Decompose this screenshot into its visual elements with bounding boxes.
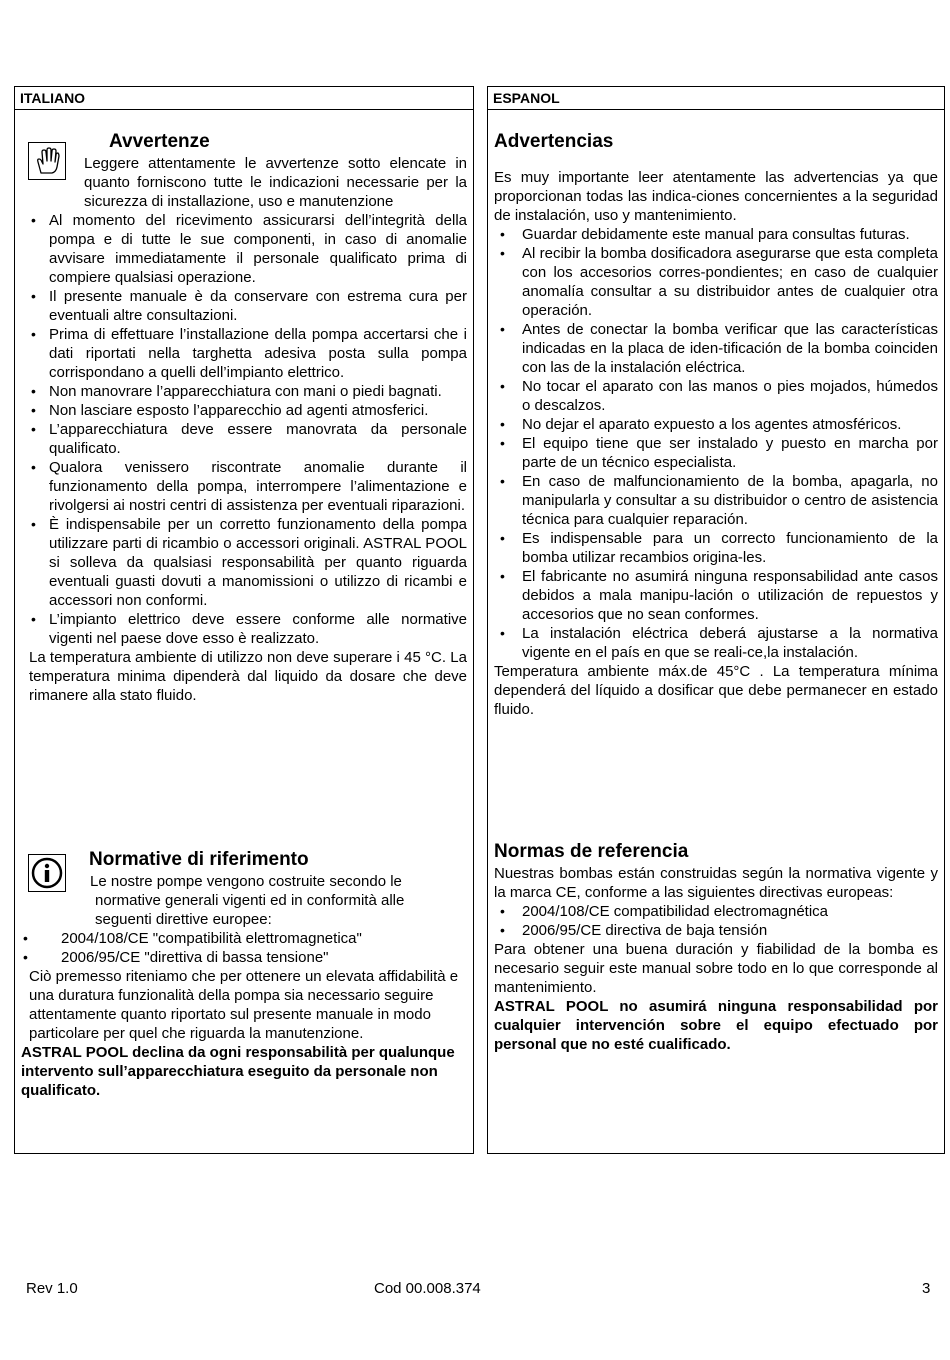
footer-code: Cod 00.008.374 xyxy=(374,1280,481,1297)
list-item: • È indispensabile per un corretto funzionamento della pompa utilizzare parti di ricambio o accessori originali. ASTRAL POOL si solleva da qualsiasi responsabilità per quanto riguarda eventuali guasti dovuti a manomissioni o utilizzo di ricambi e accessori non conformi. xyxy=(29,515,467,610)
espanol-norms xyxy=(494,840,938,1054)
italiano-norms-body: Ciò premesso riteniamo che per ottenere un elevata affidabilità e una duratura funzionalità della pompa sia necessario seguire attentamente quanto riportato sul presente manuale in modo particolare per quel che riguarda la manutenzione. xyxy=(29,968,459,1042)
italiano-norms-intro-1: Le nostre pompe vengono costruite secondo le xyxy=(90,873,402,890)
footer-revision: Rev 1.0 xyxy=(26,1280,78,1297)
espanol-norms-list xyxy=(494,902,938,940)
list-item: • L’impianto elettrico deve essere conforme alle normative vigenti nel paese dove esso è realizzato. xyxy=(29,610,467,648)
list-item: • Al momento del ricevimento assicurarsi dell’integrità della pompa e di tutte le sue componenti, in caso di anomalie avvisare immediatamente il personale qualificato prima di compiere qualsiasi operazione. xyxy=(29,211,467,287)
list-item: • Es indispensable para un correcto funcionamiento de la bomba utilizar recambios origina-les. xyxy=(494,529,938,567)
list-item: • Il presente manuale è da conservare con estrema cura per eventuali altre consultazioni. xyxy=(29,287,467,325)
espanol-norms-disclaimer: ASTRAL POOL no asumirá ninguna responsabilidad por cualquier intervención sobre el equipo efectuado por personal que no esté cualificado. xyxy=(494,998,938,1053)
list-item: • Guardar debidamente este manual para consultas futuras. xyxy=(494,225,938,244)
list-item: • El equipo tiene que ser instalado y puesto en marcha por parte de un técnico especialista. xyxy=(494,434,938,472)
footer-page-number: 3 xyxy=(922,1280,931,1297)
list-item: • Al recibir la bomba dosificadora asegurarse que esta completa con los accesorios corres-pondientes; en caso de cualquier anomalía consultar a su distribuidor antes de cualquier otra operación. xyxy=(494,244,938,320)
italiano-norms-intro-3: seguenti direttive europee: xyxy=(95,911,272,928)
italiano-norms-disclaimer: ASTRAL POOL declina da ogni responsabilità per qualunque intervento sull’apparecchiatura eseguito da personale non qualificato. xyxy=(21,1044,455,1099)
list-item: • Non lasciare esposto l’apparecchio ad agenti atmosferici. xyxy=(29,401,467,420)
italiano-warnings-title: Avvertenze xyxy=(109,131,210,152)
list-item: • Antes de conectar la bomba verificar que las características indicadas en la placa de iden-tificación de la bomba coinciden con las de la instalación eléctrica. xyxy=(494,320,938,377)
espanol-column xyxy=(487,86,945,1154)
espanol-header: ESPANOL xyxy=(488,87,944,110)
list-item: • No dejar el aparato expuesto a los agentes atmosféricos. xyxy=(494,415,938,434)
italiano-norms xyxy=(21,848,467,1100)
espanol-norms-body: Para obtener una buena duración y fiabilidad de la bomba es necesario seguir este manual sobre todo en lo que corresponde al mantenimiento. xyxy=(494,941,938,996)
espanol-norms-intro: Nuestras bombas están construidas según la normativa vigente y la marca CE, conforme a las siguientes directivas europeas: xyxy=(494,865,938,901)
espanol-warnings-intro: Es muy importante leer atentamente las advertencias ya que proporcionan todas las indica-ciones concernientes a la seguridad de instalación, uso y mantenimiento. xyxy=(494,169,938,224)
list-item: • L’apparecchiatura deve essere manovrata da personale qualificato. xyxy=(29,420,467,458)
list-item: • Qualora venissero riscontrate anomalie durante il funzionamento della pompa, interrompere l’alimentazione e rivolgersi ai nostri centri di assistenza per eventuali riparazioni. xyxy=(29,458,467,515)
list-item: • 2006/95/CE directiva de baja tensión xyxy=(494,921,938,940)
list-item: • 2004/108/CE compatibilidad electromagnética xyxy=(494,902,938,921)
list-item: • Prima di effettuare l’installazione della pompa accertarsi che i dati riportati nella targhetta adesiva posta sulla pompa corrispondano a quelli dell’impianto elettrico. xyxy=(29,325,467,382)
list-item: • Non manovrare l’apparecchiatura con mani o piedi bagnati. xyxy=(29,382,467,401)
italiano-header: ITALIANO xyxy=(15,87,473,110)
italiano-norms-intro-2: normative generali vigenti ed in conformità alle xyxy=(95,892,405,909)
italiano-temperature-note: La temperatura ambiente di utilizzo non deve superare i 45 °C. La temperatura minima dipenderà dal liquido da dosare che deve rimanere alla stato fluido. xyxy=(29,649,467,704)
list-item: • El fabricante no asumirá ninguna responsabilidad ante casos debidos a mala manipu-lación o utilización de repuestos y accesorios que no sean conformes. xyxy=(494,567,938,624)
espanol-warnings-list xyxy=(494,225,938,662)
italiano-norms-title: Normative di riferimento xyxy=(89,849,309,870)
list-item: • La instalación eléctrica deberá ajustarse a la normativa vigente en el país en que se reali-ce,la instalación. xyxy=(494,624,938,662)
list-item: • No tocar el aparato con las manos o pies mojados, húmedos o descalzos. xyxy=(494,377,938,415)
list-item: • 2004/108/CE "compatibilità elettromagnetica" xyxy=(21,929,467,948)
espanol-norms-title: Normas de referencia xyxy=(494,841,689,862)
italiano-warnings xyxy=(29,130,467,705)
italiano-norms-list xyxy=(21,929,467,967)
italiano-column xyxy=(14,86,474,1154)
italiano-warnings-intro: Leggere attentamente le avvertenze sotto elencate in quanto forniscono tutte le indicazioni necessarie per la sicurezza di installazione, uso e manutenzione xyxy=(84,155,467,210)
italiano-warnings-list xyxy=(29,211,467,648)
espanol-warnings-title: Advertencias xyxy=(494,131,614,152)
espanol-warnings xyxy=(494,130,938,719)
list-item: • En caso de malfuncionamiento de la bomba, apagarla, no manipularla y consultar a su distribuidor o centro de asistencia técnica para cualquier reparación. xyxy=(494,472,938,529)
list-item: • 2006/95/CE "direttiva di bassa tensione" xyxy=(21,948,467,967)
espanol-temperature-note: Temperatura ambiente máx.de 45°C . La temperatura mínima dependerá del líquido a dosificar que debe permanecer en estado fluido. xyxy=(494,663,938,718)
